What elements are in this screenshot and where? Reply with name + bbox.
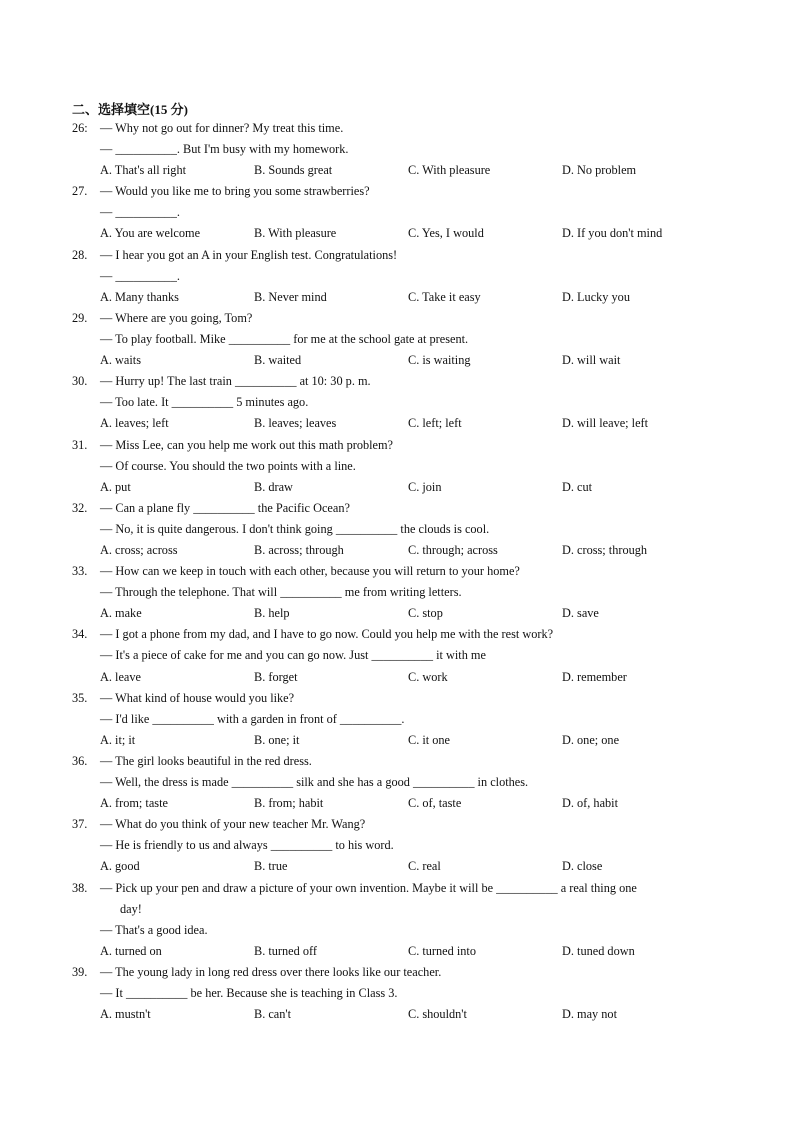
option-a[interactable]: A. That's all right <box>100 163 187 178</box>
question-35 <box>72 688 732 751</box>
question-line <box>72 308 732 329</box>
question-text: — __________. But I'm busy with my homework. <box>100 142 349 157</box>
question-number: 35. <box>72 690 88 705</box>
option-c[interactable]: C. shouldn't <box>408 1007 467 1022</box>
question-number: 32. <box>72 500 88 515</box>
option-c[interactable]: C. it one <box>408 732 451 747</box>
option-a[interactable]: A. leaves; left <box>100 416 169 431</box>
options-row <box>72 160 732 181</box>
question-number: 36. <box>72 754 88 768</box>
question-line <box>72 498 732 519</box>
question-text: — The young lady in long red dress over there looks like our teacher. <box>100 965 442 979</box>
question-line <box>72 962 732 983</box>
question-text: — __________. <box>100 268 180 283</box>
options-row <box>72 941 732 962</box>
option-a[interactable]: A. leave <box>100 669 141 684</box>
question-28 <box>72 245 732 308</box>
question-number: 27. <box>72 184 88 199</box>
question-text: — He is friendly to us and always __________ to his word. <box>100 838 394 853</box>
question-text: — Through the telephone. That will __________ me from writing letters. <box>100 585 462 600</box>
option-d[interactable]: D. No problem <box>562 163 637 178</box>
question-text: — The girl looks beautiful in the red dress. <box>100 754 312 768</box>
options-row <box>72 730 732 751</box>
question-text: — Hurry up! The last train __________ at 10: 30 p. m. <box>100 374 371 389</box>
question-line <box>72 624 732 645</box>
question-line <box>72 456 732 477</box>
question-text: — Miss Lee, can you help me work out this math problem? <box>100 437 394 452</box>
question-line <box>72 709 732 730</box>
question-text: — Why not go out for dinner? My treat this time. <box>100 121 344 135</box>
question-text: day! <box>120 901 142 916</box>
option-d[interactable]: D. of, habit <box>562 796 619 811</box>
question-39 <box>72 962 732 1025</box>
option-c[interactable]: C. through; across <box>408 542 498 557</box>
question-30 <box>72 371 732 434</box>
question-line <box>72 899 732 920</box>
question-number: 39. <box>72 965 88 979</box>
option-b[interactable]: B. from; habit <box>254 796 324 811</box>
question-number: 28. <box>72 247 88 262</box>
option-d[interactable]: D. may not <box>562 1007 617 1022</box>
option-c[interactable]: C. With pleasure <box>408 163 491 178</box>
question-38 <box>72 878 732 962</box>
question-line <box>72 835 732 856</box>
option-c[interactable]: C. Yes, I would <box>408 226 484 241</box>
options-row <box>72 667 732 688</box>
question-text: — I'd like __________ with a garden in front of __________. <box>100 711 405 726</box>
question-text: — It's a piece of cake for me and you can go now. Just __________ it with me <box>100 648 486 663</box>
question-text: — What kind of house would you like? <box>100 690 295 705</box>
options-row <box>72 793 732 814</box>
question-26 <box>72 118 732 181</box>
question-line <box>72 329 732 350</box>
question-line <box>72 814 732 835</box>
option-b[interactable]: B. turned off <box>254 943 317 958</box>
section-title: 二、选择填空(15 分) <box>72 102 188 117</box>
question-line <box>72 371 732 392</box>
options-row <box>72 540 732 561</box>
question-line <box>72 245 732 266</box>
question-line <box>72 392 732 413</box>
question-36 <box>72 751 732 814</box>
option-a[interactable]: A. it; it <box>100 732 136 747</box>
option-a[interactable]: A. waits <box>100 353 141 368</box>
option-b[interactable]: B. forget <box>254 669 298 684</box>
question-line <box>72 181 732 202</box>
option-d[interactable]: D. Lucky you <box>562 289 630 304</box>
question-text: — Well, the dress is made __________ silk and she has a good __________ in clothes. <box>100 775 529 790</box>
option-c[interactable]: C. real <box>408 859 441 874</box>
option-d[interactable]: D. cross; through <box>562 542 648 557</box>
options-row <box>72 223 732 244</box>
option-c[interactable]: C. turned into <box>408 943 476 958</box>
options-row <box>72 856 732 877</box>
question-number: 30. <box>72 374 88 389</box>
question-line <box>72 920 732 941</box>
question-text: — What do you think of your new teacher Mr. Wang? <box>100 817 366 832</box>
question-number: 37. <box>72 817 88 832</box>
question-32 <box>72 498 732 561</box>
question-text: — Where are you going, Tom? <box>100 310 253 325</box>
option-c[interactable]: C. of, taste <box>408 796 462 811</box>
question-line <box>72 519 732 540</box>
question-text: — __________. <box>100 205 180 220</box>
question-text: — That's a good idea. <box>100 922 208 937</box>
option-b[interactable]: B. true <box>254 859 288 874</box>
question-29 <box>72 308 732 371</box>
option-a[interactable]: A. put <box>100 479 131 494</box>
options-row <box>72 350 732 371</box>
option-b[interactable]: B. one; it <box>254 732 300 747</box>
question-text: — Would you like me to bring you some strawberries? <box>100 184 370 199</box>
option-b[interactable]: B. Never mind <box>254 289 327 304</box>
question-line <box>72 645 732 666</box>
option-b[interactable]: B. across; through <box>254 542 344 557</box>
option-b[interactable]: B. Sounds great <box>254 163 333 178</box>
option-c[interactable]: C. join <box>408 479 442 494</box>
option-d[interactable]: D. will wait <box>562 353 621 368</box>
option-a[interactable]: A. make <box>100 606 142 621</box>
option-d[interactable]: D. cut <box>562 479 593 494</box>
option-b[interactable]: B. waited <box>254 353 302 368</box>
option-b[interactable]: B. help <box>254 606 290 621</box>
question-text: — Of course. You should the two points with a line. <box>100 458 356 473</box>
question-number: 38. <box>72 880 88 895</box>
options-row <box>72 477 732 498</box>
option-c[interactable]: C. is waiting <box>408 353 471 368</box>
question-line <box>72 983 732 1004</box>
question-line <box>72 561 732 582</box>
question-line <box>72 772 732 793</box>
question-text: — Can a plane fly __________ the Pacific Ocean? <box>100 500 350 515</box>
options-row <box>72 603 732 624</box>
option-d[interactable]: D. close <box>562 859 603 874</box>
question-31 <box>72 435 732 498</box>
option-b[interactable]: B. leaves; leaves <box>254 416 337 431</box>
option-a[interactable]: A. Many thanks <box>100 289 179 304</box>
question-line <box>72 118 732 139</box>
question-line <box>72 139 732 160</box>
option-c[interactable]: C. work <box>408 669 448 684</box>
option-a[interactable]: A. from; taste <box>100 796 168 811</box>
option-b[interactable]: B. With pleasure <box>254 226 337 241</box>
option-c[interactable]: C. left; left <box>408 416 462 431</box>
question-33 <box>72 561 732 624</box>
question-text: — I got a phone from my dad, and I have to go now. Could you help me with the rest work? <box>100 627 554 642</box>
question-line <box>72 202 732 223</box>
options-row <box>72 1004 732 1025</box>
question-text: — It __________ be her. Because she is teaching in Class 3. <box>100 986 398 1001</box>
options-row <box>72 413 732 434</box>
question-text: — How can we keep in touch with each other, because you will return to your home? <box>100 564 520 579</box>
option-d[interactable]: D. will leave; left <box>562 416 649 431</box>
question-text: — To play football. Mike __________ for me at the school gate at present. <box>100 331 469 346</box>
question-number: 26: <box>72 121 88 135</box>
option-a[interactable]: A. mustn't <box>100 1007 151 1022</box>
question-number: 31. <box>72 437 88 452</box>
question-number: 29. <box>72 310 88 325</box>
question-line <box>72 878 732 899</box>
question-line <box>72 435 732 456</box>
option-a[interactable]: A. turned on <box>100 943 162 958</box>
option-d[interactable]: D. save <box>562 606 599 621</box>
question-line <box>72 751 732 772</box>
question-line <box>72 266 732 287</box>
option-d[interactable]: D. remember <box>562 669 627 684</box>
question-line <box>72 688 732 709</box>
option-d[interactable]: D. If you don't mind <box>562 226 663 241</box>
option-a[interactable]: A. cross; across <box>100 542 178 557</box>
option-d[interactable]: D. one; one <box>562 732 620 747</box>
question-text: — Pick up your pen and draw a picture of your own invention. Maybe it will be __________ a real thing one <box>100 880 637 895</box>
question-number: 34. <box>72 627 88 642</box>
option-a[interactable]: A. You are welcome <box>100 226 201 241</box>
option-b[interactable]: B. draw <box>254 479 293 494</box>
options-row <box>72 287 732 308</box>
option-a[interactable]: A. good <box>100 859 140 874</box>
option-c[interactable]: C. Take it easy <box>408 289 481 304</box>
question-text: — Too late. It __________ 5 minutes ago. <box>100 395 309 410</box>
question-34 <box>72 624 732 687</box>
option-b[interactable]: B. can't <box>254 1007 292 1022</box>
question-line <box>72 582 732 603</box>
question-number: 33. <box>72 564 88 579</box>
option-d[interactable]: D. tuned down <box>562 943 635 958</box>
question-37 <box>72 814 732 877</box>
question-27 <box>72 181 732 244</box>
option-c[interactable]: C. stop <box>408 606 443 621</box>
question-text: — I hear you got an A in your English test. Congratulations! <box>100 247 398 262</box>
question-text: — No, it is quite dangerous. I don't think going __________ the clouds is cool. <box>100 521 490 536</box>
